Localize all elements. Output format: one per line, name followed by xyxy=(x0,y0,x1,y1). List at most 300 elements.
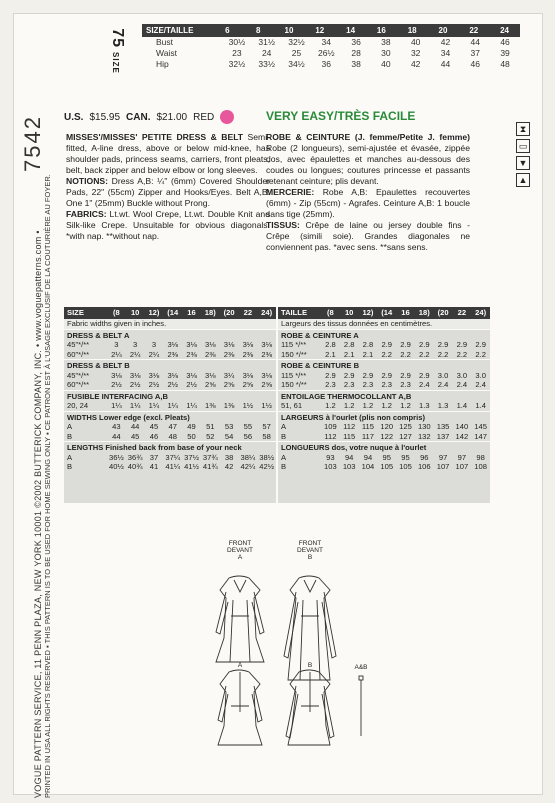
measurement-cell: 23 xyxy=(232,48,242,58)
table-row-label: 20, 24 xyxy=(67,401,89,410)
table-cell: 57 xyxy=(262,422,271,431)
table-cell: 42 xyxy=(224,462,234,471)
size-header-row xyxy=(142,24,520,37)
table-row-label: 115 */** xyxy=(281,340,307,349)
table-cell: 105 xyxy=(380,462,394,471)
section-divider xyxy=(64,411,276,412)
table-cell: 45 xyxy=(130,431,140,441)
measurement-row xyxy=(142,48,520,59)
table-cell: 2.3 xyxy=(325,380,336,389)
table-cell: 1¼ xyxy=(167,401,179,410)
table-size-cell: (8 xyxy=(327,308,334,317)
table-cell: 2⅝ xyxy=(261,380,272,389)
table-cell: 94 xyxy=(344,452,354,462)
table-cell: 2.2 xyxy=(381,349,393,359)
table-cell: 2.1 xyxy=(362,349,374,359)
table-cell: 2.1 xyxy=(325,349,336,359)
table-cell: 3⅛ xyxy=(223,340,235,349)
table-cell: 2½ xyxy=(111,380,122,389)
size-header-cell: 22 xyxy=(469,26,479,35)
table-cell: 137 xyxy=(436,431,450,441)
table-cell: 1.4 xyxy=(456,401,468,410)
table-cell: 2⅜ xyxy=(205,349,216,359)
triangle-down-icon: ▼ xyxy=(516,156,530,170)
table-cell: 1½ xyxy=(261,401,272,410)
desc-text-fr: Robe (2 longueurs), semi-ajustée et évasée, zippée dos, avec épaulettes et manches au-dessous des coudes ou longues; coutures princesse et passants retenant ceinture; plis devant. xyxy=(266,143,470,186)
measurement-cell: 38 xyxy=(351,59,361,69)
measurement-cell: 36 xyxy=(351,37,361,47)
measurement-cell: 30 xyxy=(381,48,391,58)
table-cell: 130 xyxy=(417,422,431,431)
measurement-cell: 26½ xyxy=(318,48,335,58)
table-section-title: LARGEURS à l'ourlet (plis non compris) xyxy=(281,412,425,422)
table-row-label: B xyxy=(67,462,73,471)
fabrics-label-en: FABRICS: xyxy=(66,209,107,219)
table-cell: 1.2 xyxy=(362,401,374,410)
desc-title-en: MISSES'/MISSES' PETITE DRESS & BELT xyxy=(66,132,244,142)
table-size-cell: 12) xyxy=(362,308,374,317)
table-cell: 3 xyxy=(114,340,119,349)
table-cell: 2⅜ xyxy=(186,349,197,359)
table-cell: 103 xyxy=(324,462,337,471)
table-cell: 48 xyxy=(168,431,177,441)
table-row xyxy=(278,432,490,442)
table-header-row xyxy=(278,307,490,319)
table-row xyxy=(278,453,490,463)
table-size-cell: 16 xyxy=(187,308,196,317)
table-cell: 2.3 xyxy=(362,380,374,389)
table-cell: 1¼ xyxy=(111,401,122,410)
table-cell: 106 xyxy=(417,462,431,471)
table-cell: 42¼ xyxy=(240,462,256,471)
table-cell: 2½ xyxy=(186,380,197,389)
table-cell: 3.0 xyxy=(456,370,468,380)
table-cell: 2.9 xyxy=(475,340,486,349)
table-cell: 38¼ xyxy=(240,452,256,462)
table-cell: 1½ xyxy=(242,401,254,410)
notions-label-en: NOTIONS: xyxy=(66,176,109,186)
table-cell: 44 xyxy=(130,422,140,431)
table-row-label: 45"*/** xyxy=(67,340,90,349)
table-cell: 36½ xyxy=(109,452,124,462)
table-row xyxy=(278,462,490,472)
section-divider xyxy=(278,411,490,412)
table-row-label: B xyxy=(67,431,73,441)
table-cell: 42½ xyxy=(259,462,275,471)
table-section-title: WIDTHS Lower edge (excl. Pleats) xyxy=(67,412,190,422)
table-cell: 1.2 xyxy=(381,401,393,410)
table-cell: 3⅛ xyxy=(129,370,141,380)
table-cell: 46 xyxy=(149,431,159,441)
side-line-1: VOGUE PATTERN SERVICE, 11 PENN PLAZA, NEW YORK 10001 ©2002 BUTTERICK COMPANY, INC. • www.voguepatterns.com • xyxy=(33,230,43,798)
table-size-cell: (14 xyxy=(381,308,393,317)
table-cell: 2.8 xyxy=(343,340,355,349)
table-cell: 2.3 xyxy=(343,380,355,389)
table-cell: 49 xyxy=(187,422,196,431)
table-row xyxy=(278,371,490,381)
size-header-cell: 24 xyxy=(500,26,510,35)
caption-front-b: FRONT DEVANT B xyxy=(297,540,323,561)
table-cell: 54 xyxy=(224,431,234,441)
measurement-cell: 44 xyxy=(440,59,451,69)
table-cell: 2.9 xyxy=(381,370,393,380)
table-cell: 36¾ xyxy=(127,452,143,462)
table-cell: 115 xyxy=(361,422,374,431)
yardage-table-french xyxy=(278,307,490,503)
table-cell: 53 xyxy=(224,422,234,431)
table-cell: 140 xyxy=(455,422,469,431)
caption-back-a: A xyxy=(237,662,243,669)
table-cell: 41¼ xyxy=(165,462,181,471)
table-cell: 2.4 xyxy=(437,380,449,389)
measurement-cell: 40 xyxy=(381,59,391,69)
section-divider xyxy=(278,329,490,330)
table-row-label: B xyxy=(281,431,287,441)
size-header-label: SIZE/TAILLE xyxy=(146,26,194,35)
table-cell: 2.2 xyxy=(456,349,468,359)
table-cell: 41½ xyxy=(184,462,199,471)
table-size-cell: 10 xyxy=(344,308,354,317)
section-divider xyxy=(64,390,276,391)
caption-front-a: FRONT DEVANT A xyxy=(227,540,253,561)
table-cell: 2.9 xyxy=(419,340,430,349)
table-cell: 3⅛ xyxy=(167,340,179,349)
table-cell: 2.9 xyxy=(362,370,374,380)
table-cell: 132 xyxy=(417,431,431,441)
table-cell: 3⅛ xyxy=(148,370,160,380)
fabrics-text-fr: Crêpe de laine ou jersey double fins - Crêpe (simili soie). Grandes diagonales ne conviennent pas. *avec sens. **sans sens. xyxy=(266,220,470,252)
table-cell: 37¾ xyxy=(202,452,218,462)
table-cell: 2⅜ xyxy=(223,349,235,359)
notions-label-fr: MERCERIE: xyxy=(266,187,315,197)
table-cell: 109 xyxy=(324,422,337,431)
belt-drawing xyxy=(359,676,363,736)
table-size-cell: (20 xyxy=(437,308,449,317)
table-cell: 44 xyxy=(112,431,121,441)
table-cell: 37½ xyxy=(184,452,199,462)
table-cell: 3¼ xyxy=(223,370,235,380)
measurement-cell: 46 xyxy=(500,37,510,47)
table-cell: 2.4 xyxy=(456,380,468,389)
table-cell: 1.2 xyxy=(325,401,336,410)
table-cell: 3.0 xyxy=(475,370,486,380)
measurement-cell: 32 xyxy=(410,48,421,58)
table-size-cell: 16 xyxy=(401,308,410,317)
difficulty-label: VERY EASY/TRÈS FACILE xyxy=(266,109,416,123)
table-cell: 2.2 xyxy=(475,349,486,359)
table-size-cell: (14 xyxy=(167,308,179,317)
table-cell: 1.3 xyxy=(419,401,430,410)
table-cell: 2½ xyxy=(167,380,179,389)
table-cell: 41¾ xyxy=(202,462,218,471)
table-row-label: A xyxy=(281,452,287,462)
measurement-cell: 42 xyxy=(440,37,451,47)
table-cell: 2.4 xyxy=(419,380,430,389)
table-row-label: B xyxy=(281,462,287,471)
table-row-label: 60"*/** xyxy=(67,349,90,359)
table-cell: 2.9 xyxy=(400,340,411,349)
measurement-cell: 44 xyxy=(470,37,480,47)
hourglass-icon: ⧗ xyxy=(516,122,530,136)
table-cell: 1¼ xyxy=(186,401,197,410)
table-cell: 115 xyxy=(343,431,356,441)
table-cell: 145 xyxy=(474,422,487,431)
table-cell: 2.2 xyxy=(419,349,430,359)
table-cell: 3⅛ xyxy=(261,370,272,380)
measurement-cell: 36 xyxy=(321,59,332,69)
description-french xyxy=(266,132,470,253)
table-cell: 37¼ xyxy=(165,452,181,462)
table-cell: 2.8 xyxy=(325,340,336,349)
measurement-cell: 24 xyxy=(261,48,272,58)
table-cell: 2½ xyxy=(148,380,160,389)
table-cell: 104 xyxy=(361,462,375,471)
size-header-cell: 18 xyxy=(407,26,417,35)
us-label: U.S. xyxy=(64,111,84,123)
table-cell: 108 xyxy=(474,462,487,471)
table-section-title: FUSIBLE INTERFACING A,B xyxy=(67,391,168,401)
table-header-row xyxy=(64,307,276,319)
table-row-label: 115 */** xyxy=(281,370,307,380)
table-cell: 2.9 xyxy=(400,370,411,380)
table-row-label: 51, 61 xyxy=(281,401,303,410)
table-cell: 1¼ xyxy=(148,401,160,410)
garment-drawings xyxy=(134,540,434,750)
table-cell: 56 xyxy=(243,431,253,441)
section-divider xyxy=(64,441,276,442)
table-section-title: DRESS & BELT A xyxy=(67,330,130,340)
table-cell: 125 xyxy=(399,422,412,431)
section-divider xyxy=(278,390,490,391)
dress-back-a-drawing xyxy=(218,670,262,745)
measurement-label: Bust xyxy=(156,37,174,47)
table-cell: 2.3 xyxy=(381,380,393,389)
table-cell: 107 xyxy=(436,462,450,471)
table-row xyxy=(64,462,276,472)
table-section-title: ROBE & CEINTURE A xyxy=(281,330,359,340)
size-header-cell: 16 xyxy=(376,26,386,35)
table-cell: 2¼ xyxy=(129,349,141,359)
desc-text-en: Semi-fitted, A-line dress, above or below mid-knee, has shoulder pads, princess seams, carriers, front pleats, belt, back zipper and below elbow or long sleeves. xyxy=(66,132,270,175)
table-row xyxy=(64,380,276,390)
measurement-cell: 31½ xyxy=(258,37,275,47)
dress-front-a-drawing xyxy=(216,576,264,662)
table-cell: 2⅝ xyxy=(205,380,216,389)
table-row-label: A xyxy=(67,422,73,431)
measurement-label: Hip xyxy=(156,59,169,69)
table-size-cell: 18) xyxy=(204,308,216,317)
table-section-title: LONGUEURS dos, votre nuque à l'ourlet xyxy=(281,443,427,452)
table-cell: 2.9 xyxy=(343,370,355,380)
table-cell: 45 xyxy=(149,422,159,431)
table-row xyxy=(278,380,490,390)
table-cell: 2.9 xyxy=(325,370,336,380)
table-cell: 142 xyxy=(455,431,469,441)
caption-belt: A&B xyxy=(354,664,368,671)
table-size-cell: 22 xyxy=(243,308,253,317)
measurement-cell: 30½ xyxy=(228,37,246,47)
measurement-cell: 34 xyxy=(440,48,451,58)
fabrics-text-en: Lt.wt. Wool Crepe, Lt.wt. Double Knit and Silk-like Crepe. Unsuitable for obvious diagonals. *with nap. **without nap. xyxy=(66,209,270,241)
size-header-cell: 10 xyxy=(284,26,294,35)
table-section-title: ENTOILAGE THERMOCOLLANT A,B xyxy=(281,391,412,401)
table-row-label: A xyxy=(281,422,287,431)
size-header-cell: 14 xyxy=(346,26,356,35)
table-size-cell: 10 xyxy=(130,308,140,317)
size-chart-top xyxy=(142,24,520,86)
table-cell: 112 xyxy=(343,422,356,431)
measurement-cell: 38 xyxy=(381,37,391,47)
table-cell: 3⅛ xyxy=(242,340,254,349)
pattern-number: 7542 xyxy=(20,115,45,172)
can-price: $21.00 xyxy=(156,111,188,123)
color-dot-icon xyxy=(220,110,234,124)
table-row-label: A xyxy=(67,452,73,462)
table-size-label: SIZE xyxy=(67,308,84,317)
table-row xyxy=(64,350,276,360)
table-cell: 2¼ xyxy=(148,349,160,359)
size-header-cell: 6 xyxy=(225,26,230,35)
table-size-cell: (20 xyxy=(223,308,235,317)
table-cell: 3.0 xyxy=(437,370,449,380)
us-price: $15.95 xyxy=(89,111,121,123)
table-cell: 3⅛ xyxy=(186,340,197,349)
table-cell: 2.2 xyxy=(400,349,411,359)
measurement-cell: 46 xyxy=(470,59,480,69)
pattern-envelope-back xyxy=(14,14,542,798)
table-cell: 3⅛ xyxy=(205,370,216,380)
section-divider xyxy=(64,359,276,360)
table-cell: 58 xyxy=(262,431,271,441)
table-cell: 3⅛ xyxy=(167,370,179,380)
table-cell: 1⅜ xyxy=(205,401,216,410)
table-cell: 2⅜ xyxy=(167,349,179,359)
table-row-label: 45"*/** xyxy=(67,370,90,380)
table-cell: 2½ xyxy=(129,380,141,389)
table-cell: 47 xyxy=(168,422,177,431)
table-section-title: DRESS & BELT B xyxy=(67,361,130,370)
notions-text-fr: Robe A,B: Epaulettes recouvertes (6mm) - Zip (55cm) - Agrafes. Ceinture A,B: 1 boucle sans tige (25mm). xyxy=(266,187,470,219)
fabrics-label-fr: TISSUS: xyxy=(266,220,300,230)
table-row xyxy=(278,422,490,432)
yardage-table-english xyxy=(64,307,276,503)
color-label: RED xyxy=(193,111,215,123)
table-cell: 1⅜ xyxy=(223,401,235,410)
table-cell: 98 xyxy=(476,452,485,462)
table-cell: 94 xyxy=(363,452,373,462)
caption-back-b: B xyxy=(307,662,313,669)
table-cell: 50 xyxy=(187,431,196,441)
table-cell: 95 xyxy=(401,452,410,462)
table-cell: 93 xyxy=(326,452,335,462)
table-row xyxy=(278,340,490,350)
measurement-label: Waist xyxy=(156,48,177,58)
table-cell: 37 xyxy=(149,452,159,462)
measurement-cell: 48 xyxy=(500,59,510,69)
table-cell: 2.9 xyxy=(456,340,468,349)
table-cell: 1.2 xyxy=(343,401,355,410)
table-cell: 43 xyxy=(112,422,121,431)
can-label: CAN. xyxy=(126,111,151,123)
table-cell: 3⅛ xyxy=(261,340,272,349)
side-copyright xyxy=(34,98,52,798)
side-line-2: PRINTED IN USA ALL RIGHTS RESERVED ▪ THIS PATTERN IS TO BE USED FOR HOME SEWING ONLY ▪ CE PATRON EST À L'USAGE EXCLUSIF DE LA COUTURIÈRE AU FOYER. xyxy=(43,174,52,798)
table-cell: 96 xyxy=(420,452,429,462)
table-cell: 2.8 xyxy=(362,340,374,349)
size-header-cell: 20 xyxy=(438,26,448,35)
description-english xyxy=(66,132,270,242)
table-cell: 2.1 xyxy=(343,349,355,359)
measurement-row xyxy=(142,59,520,70)
table-cell: 135 xyxy=(436,422,450,431)
table-cell: 38½ xyxy=(259,452,275,462)
measurement-cell: 34 xyxy=(321,37,332,47)
table-cell: 122 xyxy=(380,431,394,441)
table-cell: 40½ xyxy=(109,462,124,471)
table-cell: 97 xyxy=(438,452,448,462)
table-cell: 1.2 xyxy=(400,401,411,410)
table-note: Fabric widths given in inches. xyxy=(64,319,276,329)
table-note: Largeurs des tissus données en centimètres. xyxy=(278,319,490,329)
table-row-label: 150 */** xyxy=(281,349,307,359)
table-cell: 41 xyxy=(149,462,159,471)
table-row-label: 60"*/** xyxy=(67,380,90,389)
measurement-cell: 25 xyxy=(291,48,302,58)
table-cell: 97 xyxy=(457,452,467,462)
section-divider xyxy=(278,359,490,360)
triangle-up-icon: ▲ xyxy=(516,173,530,187)
table-cell: 38 xyxy=(224,452,234,462)
table-row xyxy=(278,401,490,411)
table-cell: 52 xyxy=(206,431,215,441)
table-cell: 107 xyxy=(455,462,469,471)
table-cell: 55 xyxy=(243,422,253,431)
table-row xyxy=(64,422,276,432)
size-header-cell: 12 xyxy=(315,26,325,35)
table-row xyxy=(64,340,276,350)
table-cell: 3 xyxy=(151,340,157,349)
table-size-cell: 24) xyxy=(261,308,273,317)
table-size-cell: 22 xyxy=(457,308,467,317)
table-cell: 2.3 xyxy=(400,380,411,389)
dress-back-b-drawing xyxy=(286,670,334,745)
table-size-cell: 12) xyxy=(148,308,160,317)
table-cell: 3⅛ xyxy=(242,370,254,380)
table-cell: 40¾ xyxy=(127,462,143,471)
measurement-cell: 28 xyxy=(351,48,361,58)
table-cell: 1.4 xyxy=(475,401,486,410)
desc-title-fr: ROBE & CEINTURE (J. femme/Petite J. femme) xyxy=(266,132,470,142)
table-cell: 2⅝ xyxy=(242,380,254,389)
table-cell: 103 xyxy=(342,462,356,471)
measurement-cell: 33½ xyxy=(258,59,275,69)
table-cell: 2.9 xyxy=(419,370,430,380)
table-cell: 2⅜ xyxy=(242,349,254,359)
table-size-cell: (8 xyxy=(113,308,120,317)
table-cell: 3⅛ xyxy=(111,370,122,380)
table-size-cell: 18) xyxy=(418,308,430,317)
size-code: 75SIZE xyxy=(108,28,126,74)
square-icon: ▭ xyxy=(516,139,530,153)
table-cell: 2⅜ xyxy=(261,349,272,359)
table-row-label: 150 */** xyxy=(281,380,307,389)
section-divider xyxy=(278,441,490,442)
measurement-cell: 34½ xyxy=(288,59,305,69)
table-cell: 95 xyxy=(382,452,391,462)
table-cell: 3⅛ xyxy=(186,370,197,380)
measurement-cell: 42 xyxy=(410,59,421,69)
table-cell: 2.4 xyxy=(475,380,486,389)
